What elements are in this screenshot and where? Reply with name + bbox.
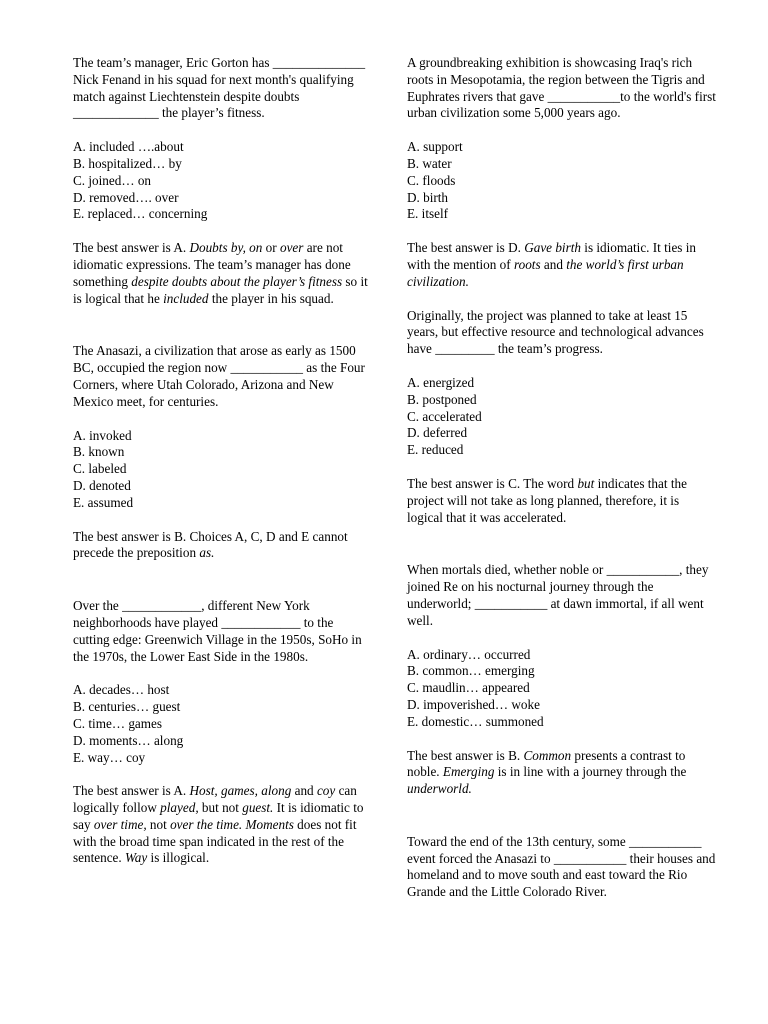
answer-text-run: is idiomatic. It ties in with the mention of xyxy=(407,240,696,272)
answer-text-run: or xyxy=(262,240,280,256)
question-7-text: Toward the end of the 13th century, some ___________ event forced the Anasazi to ___________ their houses and homeland and to move south and east toward the Rio Grande and the Little Colorado River. xyxy=(407,833,716,900)
answer-italic-run: Common xyxy=(523,747,572,763)
question-3-text: Over the ____________, different New York neighborhoods have played ____________ to the cutting edge: Greenwich Village in the 1950s, SoHo in the 1970s, the Lower East Side in the 1980s. xyxy=(73,598,362,664)
question-5-answer xyxy=(407,476,717,526)
option-c: C. floods xyxy=(407,172,456,188)
answer-text-run: not xyxy=(146,816,171,832)
answer-text-run: are not idiomatic expressions. The team’s manager has done something xyxy=(73,240,351,289)
question-4-options xyxy=(407,139,717,223)
option-e: E. reduced xyxy=(407,442,464,458)
option-d: D. moments… along xyxy=(73,732,184,748)
answer-italic-run: played, xyxy=(160,800,199,816)
answer-italic-run: Host, games, along xyxy=(189,783,292,799)
question-2-answer xyxy=(73,529,373,563)
answer-text-run: the player in his squad. xyxy=(208,290,334,306)
answer-text-run: but not xyxy=(198,800,243,816)
question-6-text: When mortals died, whether noble or ___________, they joined Re on his nocturnal journey through the underworld; ___________ at dawn immortal, if all went well. xyxy=(407,562,709,628)
answer-italic-run: over the time. xyxy=(170,816,243,832)
option-c: C. joined… on xyxy=(73,172,152,188)
answer-text-run: can logically follow xyxy=(73,783,357,816)
answer-italic-run: over time, xyxy=(93,816,147,832)
question-1-text: The team’s manager, Eric Gorton has ______________ Nick Fenand in his squad for next month's qualifying match against Liechtenstein despite doubts _____________ the player’s fitness. xyxy=(73,55,366,121)
question-1-answer xyxy=(73,240,373,307)
right-column xyxy=(407,55,717,901)
answer-italic-run: guest. xyxy=(242,800,274,816)
option-a: A. included ….about xyxy=(73,139,184,155)
option-e: E. itself xyxy=(407,206,449,222)
option-a: A. energized xyxy=(407,374,475,390)
question-5-text: Originally, the project was planned to take at least 15 years, but effective resource and technological advances have _________ the team’s progress. xyxy=(407,307,704,357)
question-4-text: A groundbreaking exhibition is showcasing Iraq's rich roots in Mesopotamia, the region between the Tigris and Euphrates rivers that gave ___________to the world's first urban civilization some 5,000 years ago. xyxy=(407,55,716,121)
answer-text-run: The best answer is A. xyxy=(73,240,190,256)
answer-italic-run: but xyxy=(577,475,595,491)
answer-italic-run: Way xyxy=(125,850,148,866)
question-4-answer xyxy=(407,240,717,290)
answer-text-run: It is idiomatic to say xyxy=(73,800,364,832)
answer-italic-run: over xyxy=(279,240,304,256)
option-d: D. impoverished… woke xyxy=(407,696,540,712)
answer-italic-run: despite doubts about the player’s fitness xyxy=(131,273,343,289)
option-a: A. decades… host xyxy=(73,682,170,698)
question-6-options xyxy=(407,647,717,731)
option-e: E. way… coy xyxy=(73,749,146,765)
answer-text-run: does not fit with the broad time span indicated in the rest of the sentence. xyxy=(73,816,357,866)
option-b: B. postponed xyxy=(407,391,477,407)
option-e: E. assumed xyxy=(73,494,134,510)
option-a: A. ordinary… occurred xyxy=(407,646,531,662)
option-c: C. time… games xyxy=(73,715,163,731)
answer-text-run: The best answer is C. The word xyxy=(407,475,578,491)
option-b: B. known xyxy=(73,444,125,460)
question-1-options xyxy=(73,139,373,223)
option-c: C. labeled xyxy=(73,461,127,477)
option-d: D. deferred xyxy=(407,425,468,441)
left-column xyxy=(73,55,373,867)
answer-italic-run: Emerging xyxy=(442,764,495,780)
answer-text-run: is illogical. xyxy=(147,850,210,866)
option-a: A. invoked xyxy=(73,427,132,443)
option-b: B. water xyxy=(407,155,452,171)
answer-text-run: The best answer is B. Choices A, C, D and E cannot precede the preposition xyxy=(73,528,348,561)
question-3-options xyxy=(73,682,373,766)
question-2-text: The Anasazi, a civilization that arose as early as 1500 BC, occupied the region now ___________ as the Four Corners, where Utah Colorado, Arizona and New Mexico meet, for centuries. xyxy=(73,343,365,409)
option-d: D. removed…. over xyxy=(73,189,179,205)
option-d: D. denoted xyxy=(73,477,131,493)
question-6-answer xyxy=(407,748,717,798)
option-c: C. maudlin… appeared xyxy=(407,680,530,696)
answer-italic-run: coy xyxy=(316,783,336,799)
answer-text-run: and xyxy=(540,256,567,272)
question-2-options xyxy=(73,428,373,512)
answer-italic-run: roots xyxy=(513,256,541,272)
answer-italic-run: Doubts by, on xyxy=(189,240,263,256)
question-3-answer xyxy=(73,783,373,867)
answer-text-run: The best answer is B. xyxy=(407,747,524,763)
answer-text-run: so it is logical that he xyxy=(73,273,368,306)
option-a: A. support xyxy=(407,139,463,155)
answer-italic-run: the world’s first urban civilization. xyxy=(407,256,684,289)
option-e: E. domestic… summoned xyxy=(407,713,544,729)
answer-italic-run: Gave birth xyxy=(524,240,581,256)
answer-italic-run: as. xyxy=(199,545,215,561)
option-e: E. replaced… concerning xyxy=(73,206,208,222)
answer-italic-run: included xyxy=(163,290,209,306)
option-d: D. birth xyxy=(407,189,449,205)
answer-text-run: The best answer is D. xyxy=(407,240,525,256)
option-c: C. accelerated xyxy=(407,408,482,424)
answer-text-run: The best answer is A. xyxy=(73,783,190,799)
answer-text-run: presents a contrast to noble. xyxy=(407,747,686,780)
option-b: B. common… emerging xyxy=(407,663,535,679)
answer-italic-run: Moments xyxy=(245,816,294,832)
option-b: B. hospitalized… by xyxy=(73,155,182,171)
answer-text-run: and xyxy=(291,783,317,799)
option-b: B. centuries… guest xyxy=(73,699,181,715)
answer-text-run: indicates that the project will not take as long planned, therefore, it is logical that it was accelerated. xyxy=(407,475,687,525)
answer-italic-run: underworld. xyxy=(407,781,472,797)
answer-text-run: is in line with a journey through the xyxy=(494,764,687,780)
question-5-options xyxy=(407,375,717,459)
